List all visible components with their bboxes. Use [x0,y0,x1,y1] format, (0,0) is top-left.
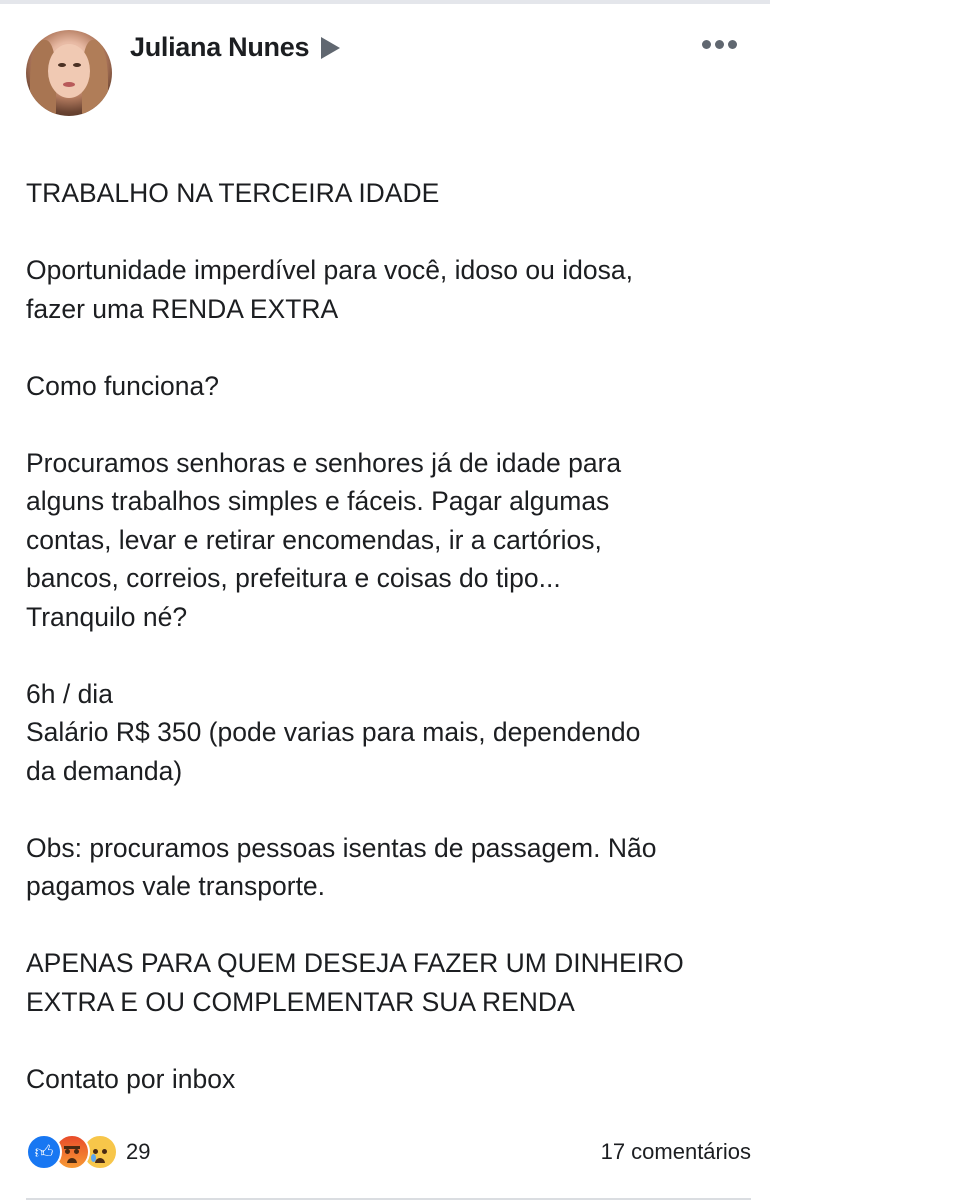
post-paragraph: TRABALHO NA TERCEIRA IDADE [26,178,440,208]
play-triangle-icon [321,37,340,59]
sad-tear [91,1154,96,1162]
author-name[interactable]: Juliana Nunes [130,32,310,62]
paragraph-gap [26,213,751,252]
reactions-summary[interactable] [26,1134,150,1170]
reaction-count: 29 [126,1139,151,1164]
more-dot [728,40,737,49]
avatar-face [48,44,90,98]
post-paragraph: Obs: procuramos pessoas isentas de passagem. Não pagamos vale transporte. [26,832,657,901]
avatar-eye-right [73,63,81,67]
angry-mouth [67,1158,77,1163]
more-dot [715,40,724,49]
avatar-mouth [63,82,75,87]
like-reaction-icon [26,1134,62,1170]
paragraph-gap [26,1021,751,1060]
post-paragraph: 6h / dia Salário R$ 350 (pode varias para mais, dependendo da demanda) [26,678,641,786]
more-options-icon[interactable] [702,40,737,49]
thumbs-up-icon: 👍︎ [34,1142,54,1162]
post-footer [26,1134,751,1174]
paragraph-gap [26,328,751,367]
author-row [130,32,340,63]
post-paragraph: Oportunidade imperdível para você, idoso ou idosa, fazer uma RENDA EXTRA [26,255,633,324]
post-header [26,28,751,118]
post-paragraph: Como funciona? [26,370,219,401]
paragraph-gap [26,790,751,829]
comments-count-link[interactable]: 17 comentários [600,1139,751,1164]
avatar-eye-left [58,63,66,67]
bottom-divider [26,1198,751,1200]
post-paragraph: Contato por inbox [26,1063,236,1094]
sad-mouth [95,1158,105,1163]
post-paragraph: APENAS PARA QUEM DESEJA FAZER UM DINHEIRO EXTRA E OU COMPLEMENTAR SUA RENDA [26,948,684,1017]
sad-eyes [93,1149,107,1154]
post-paragraph: Procuramos senhoras e senhores já de idade para alguns trabalhos simples e fáceis. Pagar algumas contas, levar e retirar encomendas, ir a cartórios, bancos, correios, prefeitura e coisas do tipo... Tranquilo né? [26,447,622,632]
post-body [26,174,751,1098]
angry-eyes [65,1149,79,1154]
more-dot [702,40,711,49]
paragraph-gap [26,405,751,444]
paragraph-gap [26,636,751,675]
avatar[interactable] [26,30,112,116]
paragraph-gap [26,906,751,945]
